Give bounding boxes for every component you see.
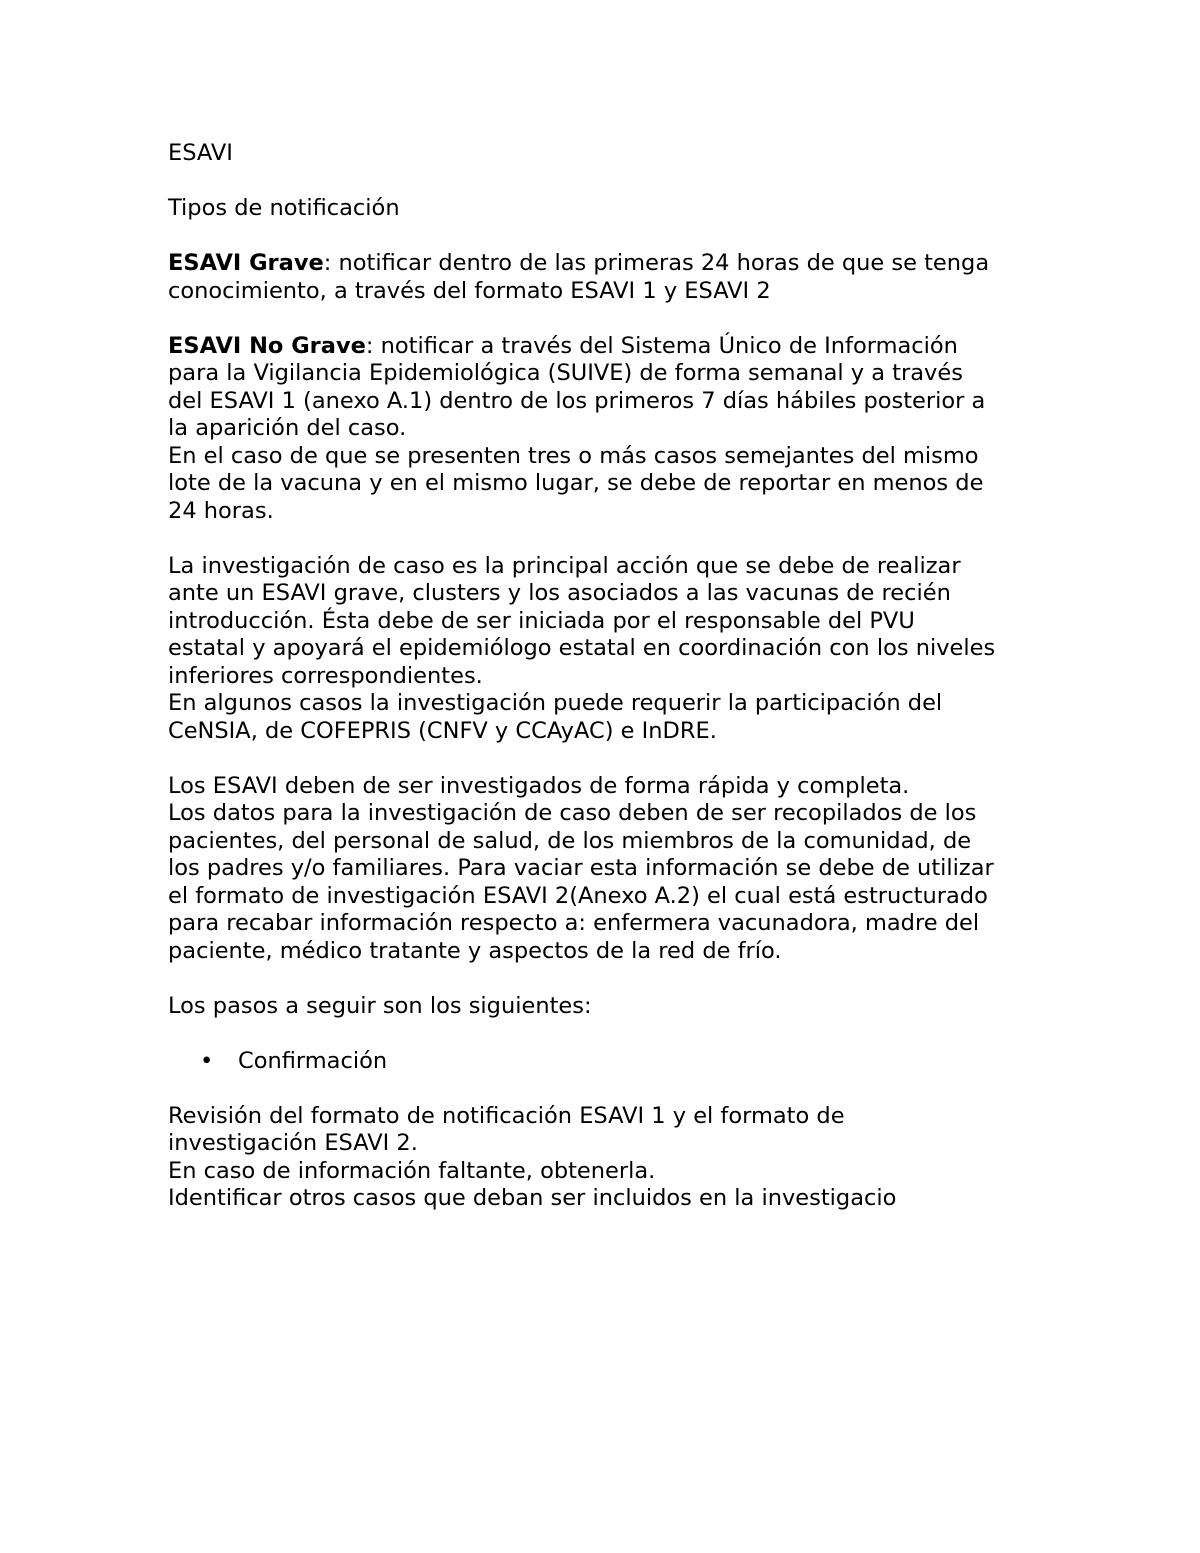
datos-line-3: pacientes, del personal de salud, de los miembros de la comunidad, de (168, 827, 972, 854)
investigacion-line-5: inferiores correspondientes. (168, 662, 483, 689)
datos-line-6: para recabar información respecto a: enfermera vacunadora, madre del (168, 910, 980, 936)
no-grave-line-7: 24 horas. (168, 497, 274, 524)
spacer (168, 223, 1048, 251)
investigacion-line-3: introducción. Ésta debe de ser iniciada por el responsable del PVU (168, 607, 915, 634)
no-grave-line-6: lote de la vacuna y en el mismo lugar, se debe de reportar en menos de (168, 470, 984, 496)
no-grave-label: ESAVI No Grave (168, 332, 366, 359)
confirmacion-line-3: En caso de información faltante, obtenerla. (168, 1157, 656, 1184)
spacer (168, 168, 1048, 196)
datos-line-2: Los datos para la investigación de caso deben de ser recopilados de los (168, 800, 977, 826)
list-item-label: Confirmación (238, 1047, 388, 1074)
confirmacion-line-1: Revisión del formato de notificación ESAVI 1 y el formato de (168, 1102, 845, 1129)
confirmacion-line-2: investigación ESAVI 2. (168, 1130, 418, 1156)
spacer (168, 745, 1048, 773)
spacer (168, 305, 1048, 333)
grave-label: ESAVI Grave (168, 250, 324, 276)
pasos-intro: Los pasos a seguir son los siguientes: (168, 992, 592, 1019)
no-grave-line-5: En el caso de que se presenten tres o más casos semejantes del mismo (168, 442, 979, 469)
no-grave-line-1 (168, 333, 1048, 361)
list-item (168, 1048, 1048, 1076)
investigacion-line-1: La investigación de caso es la principal acción que se debe de realizar (168, 552, 961, 579)
investigacion-line-6: En algunos casos la investigación puede requerir la participación del (168, 690, 943, 716)
datos-line-1: Los ESAVI deben de ser investigados de forma rápida y completa. (168, 772, 910, 799)
grave-line-2: conocimiento, a través del formato ESAVI 1 y ESAVI 2 (168, 277, 771, 304)
grave-text-1: : notificar dentro de las primeras 24 horas de que se tenga (323, 250, 990, 276)
confirmacion-line-4: Identificar otros casos que deban ser incluidos en la investigacio (168, 1185, 897, 1211)
document-heading: ESAVI (168, 140, 233, 166)
spacer (168, 525, 1048, 553)
no-grave-line-2: para la Vigilancia Epidemiológica (SUIVE) de forma semanal y a través (168, 360, 963, 386)
datos-line-4: los padres y/o familiares. Para vaciar esta información se debe de utilizar (168, 855, 994, 881)
no-grave-line-3: del ESAVI 1 (anexo A.1) dentro de los primeros 7 días hábiles posterior a (168, 387, 986, 414)
spacer (168, 1020, 1048, 1048)
no-grave-line-4: la aparición del caso. (168, 415, 407, 441)
investigacion-line-4: estatal y apoyará el epidemiólogo estatal en coordinación con los niveles (168, 635, 996, 661)
datos-line-7: paciente, médico tratante y aspectos de la red de frío. (168, 937, 782, 964)
section-subheading: Tipos de notificación (168, 195, 400, 221)
spacer (168, 1075, 1048, 1103)
spacer (168, 965, 1048, 993)
datos-line-5: el formato de investigación ESAVI 2(Anexo A.2) el cual está estructurado (168, 882, 988, 909)
grave-line-1 (168, 250, 1048, 278)
investigacion-line-2: ante un ESAVI grave, clusters y los asociados a las vacunas de recién (168, 580, 951, 606)
investigacion-line-7: CeNSIA, de COFEPRIS (CNFV y CCAyAC) e InDRE. (168, 717, 717, 744)
document-body (168, 140, 1048, 1213)
no-grave-text-1: : notificar a través del Sistema Único de Información (365, 332, 958, 359)
bullet-icon: • (200, 1047, 214, 1074)
